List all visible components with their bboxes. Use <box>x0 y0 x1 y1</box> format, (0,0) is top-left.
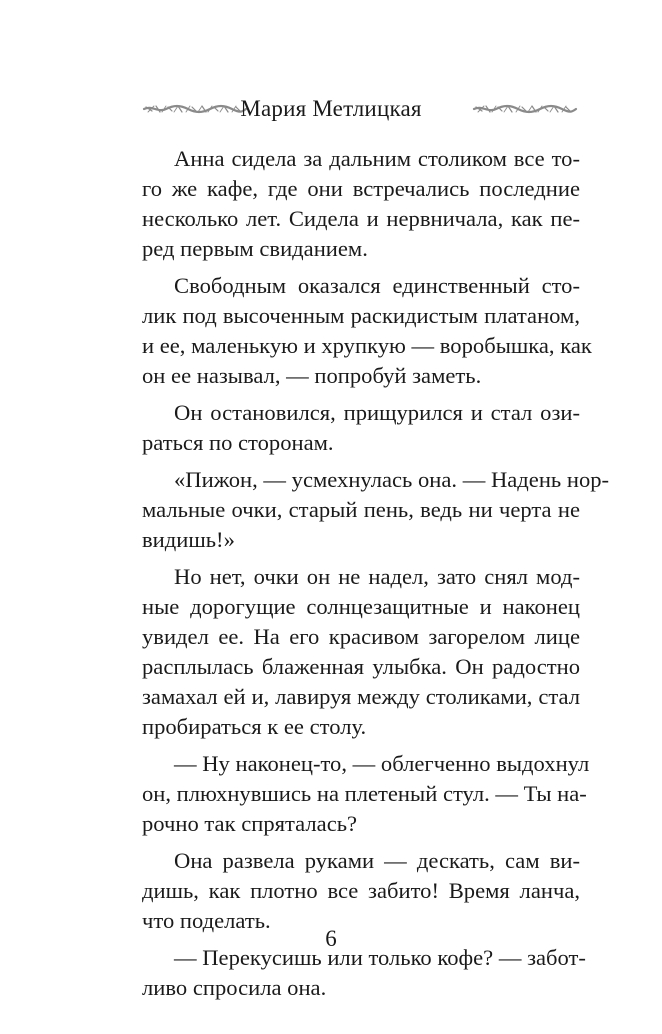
paragraph <box>142 144 580 264</box>
running-header <box>0 92 662 128</box>
paragraph <box>142 465 610 555</box>
text-line: го же кафе, где они встречались последние <box>142 176 580 201</box>
text-line: несколько лет. Сидела и нервничала, как пе- <box>142 206 580 231</box>
paragraph <box>142 562 580 742</box>
text-line: лик под высоченным раскидистым платаном, <box>142 303 580 328</box>
text-line: Свободным оказался единственный сто- <box>174 273 580 298</box>
text-line: пробираться к ее столу. <box>142 714 367 739</box>
text-line: рочно так спряталась? <box>142 811 358 836</box>
text-line: он, плюхнувшись на плетеный стул. — Ты на- <box>142 781 587 806</box>
text-line: мальные очки, старый пень, ведь ни черта не <box>142 497 580 522</box>
text-line: что поделать. <box>142 908 271 933</box>
text-line: — Перекусишь или только кофе? — забот- <box>174 945 586 970</box>
text-line: увидел ее. На его красивом загорелом лице <box>142 624 580 649</box>
text-line: Но нет, очки он не надел, зато снял мод- <box>174 564 580 589</box>
paragraph <box>142 398 580 458</box>
text-line: Он остановился, прищурился и стал ози- <box>174 400 580 425</box>
paragraph <box>142 846 580 936</box>
paragraph <box>142 749 590 839</box>
text-line: Она развела руками — дескать, сам ви- <box>174 848 580 873</box>
text-line: замахал ей и, лавируя между столиками, стал <box>142 684 580 709</box>
text-line: ливо спросила она. <box>142 975 327 1000</box>
author-name: Мария Метлицкая <box>240 96 422 121</box>
page-number: 6 <box>325 926 337 951</box>
text-line: «Пижон, — усмехнулась она. — Надень нор- <box>174 467 610 492</box>
text-line: ные дорогущие солнцезащитные и наконец <box>142 594 580 619</box>
text-line: видишь!» <box>142 527 235 552</box>
text-line: он ее называл, — попробуй заметь. <box>142 363 482 388</box>
text-line: Анна сидела за дальним столиком все то- <box>174 146 580 171</box>
right-ornament-icon <box>472 102 578 116</box>
text-line: — Ну наконец-то, — облегченно выдохнул <box>174 751 590 776</box>
text-line: ред первым свиданием. <box>142 236 368 261</box>
text-line: расплылась блаженная улыбка. Он радостно <box>142 654 580 679</box>
paragraph <box>142 271 592 391</box>
text-line: и ее, маленькую и хрупкую — воробышка, как <box>142 333 592 358</box>
text-line: раться по сторонам. <box>142 430 334 455</box>
text-line: дишь, как плотно все забито! Время ланча, <box>142 878 580 903</box>
body-text <box>142 144 610 1010</box>
